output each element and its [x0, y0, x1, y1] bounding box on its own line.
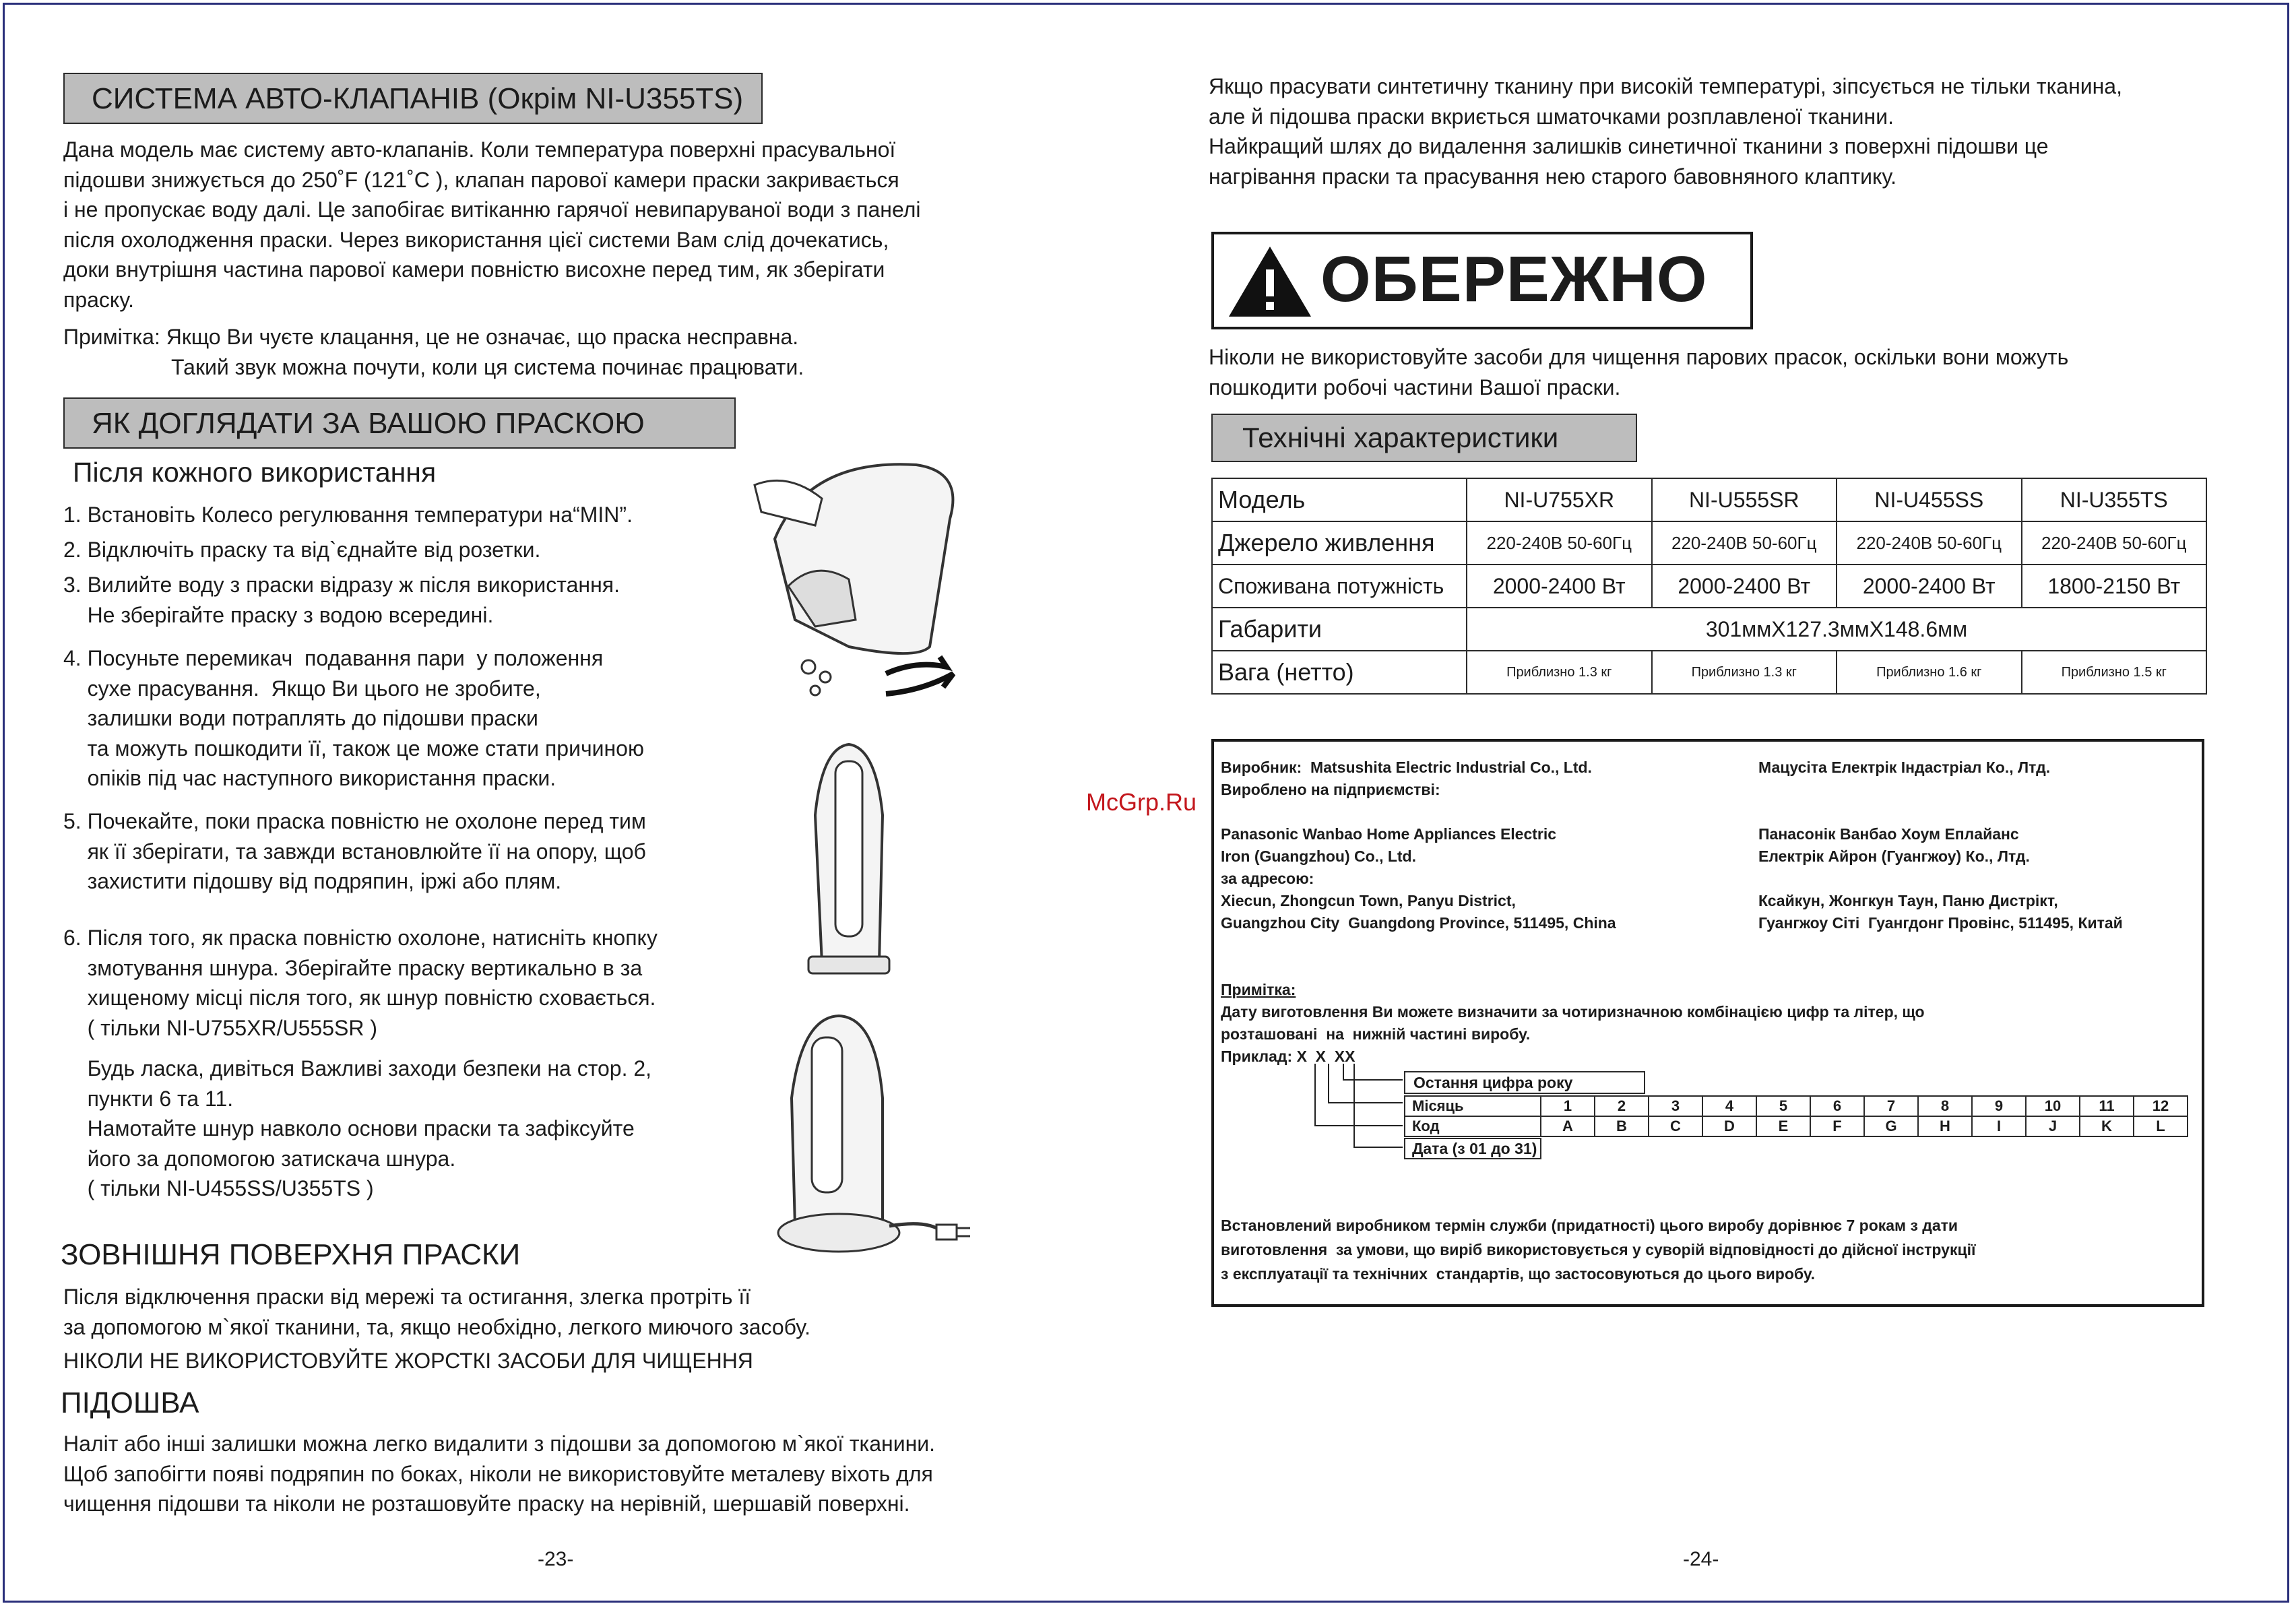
spec-label: Вага (нетто)	[1212, 651, 1467, 694]
date-note-label: Примітка:	[1221, 981, 1296, 998]
synthetic-fabric-text: Якщо прасувати синтетичну тканину при високій температурі, зіпсується не тільки тканина, але й підошва праски вкриється шматочками розплавленої тканини. Найкращий шлях до видалення залишків синетичної тканини з поверхні підошви це нагрівання праски та прасування нею старого бавовняного клаптику.	[1209, 74, 2122, 189]
table-row	[1212, 651, 2206, 694]
iron-cord-wrap-illustration	[775, 1010, 977, 1266]
month-cell: 10	[2026, 1096, 2080, 1116]
spec-power-supply: 220-240В 50-60Гц	[1467, 521, 1652, 565]
date-note-text: Дату виготовлення Ви можете визначити за чотиризначною комбінацією цифр та літер, що розташовані на нижній частині виробу.	[1221, 1003, 1925, 1043]
month-label: Місяць	[1405, 1096, 1541, 1116]
iron-emptying-illustration	[714, 445, 997, 707]
page-number-left: -23-	[538, 1548, 574, 1570]
month-cell: 7	[1864, 1096, 1918, 1116]
table-row	[1212, 478, 2206, 521]
care-step-6b: Будь ласка, дивіться Важливі заходи безпеки на стор. 2, пункти 6 та 11. Намотайте шнур навколо основи праски та зафіксуйте його за допомогою затискача шнура. ( тільки NI-U455SS/U355TS )	[87, 1056, 652, 1201]
code-label: Код	[1405, 1116, 1541, 1136]
manufacturer-box	[1211, 739, 2204, 1307]
spec-power: 1800-2150 Вт	[2022, 565, 2207, 608]
surface-text: Після відключення праски від мережі та остигання, злегка протріть її за допомогою м`якої тканини, та, якщо необхідно, легкого миючого засобу.	[63, 1285, 810, 1339]
surface-warning: НІКОЛИ НЕ ВИКОРИСТОВУЙТЕ ЖОРСТКІ ЗАСОБИ ДЛЯ ЧИЩЕННЯ	[63, 1349, 753, 1373]
table-row	[1212, 521, 2206, 565]
soleplate-text: Наліт або інші залишки можна легко видалити з підошви за допомогою м`якої тканини. Щоб запобігти появі подряпин по боках, ніколи не використовуйте металеву віхоть для чищення підошви та ніколи не розташовуйте праску на нерівній, шершавій поверхні.	[63, 1432, 936, 1516]
table-row	[1405, 1116, 2188, 1136]
code-cell: I	[1972, 1116, 2026, 1136]
date-range-label: Дата (з 01 до 31)	[1404, 1138, 1541, 1159]
care-step-6: 6. Після того, як праска повністю охолоне, натисніть кнопку змотування шнура. Зберігайте праску вертикально в за хищеному місці після того, як шнур повністю сховається. ( тільки NI-U755XR/U555SR )	[63, 926, 658, 1040]
spec-label: Габарити	[1212, 608, 1467, 651]
month-cell: 2	[1595, 1096, 1649, 1116]
caution-banner	[1211, 232, 1753, 329]
service-life-text: Встановлений виробником термін служби (придатності) цього виробу дорівнює 7 рокам з дати виготовлення за умови, що виріб використовується у суворій відповідності до дійсної інструкції з експлуатації та технічних стандартів, що застосовуються до цього виробу.	[1221, 1217, 1976, 1283]
auto-valve-text: Дана модель має систему авто-клапанів. Коли температура поверхні прасувальної підошви знижується до 250˚F (121˚C ), клапан парової камери праски закривається і не пропускає воду далі. Це запобігає витіканню гарячої невипаруваної води з панелі після охолодження праски. Через використання цієї системи Вам слід дочекатись, доки внутрішня частина парової камери повністю висохне перед тим, як зберігати праску.	[63, 137, 921, 312]
specs-table	[1211, 478, 2207, 695]
care-step-3: 3. Вилийте воду з праски відразу ж після використання. Не зберігайте праску з водою всередині.	[63, 573, 620, 627]
code-cell: D	[1702, 1116, 1756, 1136]
month-cell: 5	[1756, 1096, 1810, 1116]
table-row	[1405, 1096, 2188, 1116]
spec-model: NI-U455SS	[1837, 478, 2022, 521]
code-cell: K	[2080, 1116, 2134, 1136]
code-cell: L	[2134, 1116, 2188, 1136]
soleplate-heading: ПІДОШВА	[61, 1386, 199, 1419]
month-cell: 11	[2080, 1096, 2134, 1116]
spec-weight: Приблизно 1.6 кг	[1837, 651, 2022, 694]
care-step-4: 4. Посуньте перемикач подавання пари у положення сухе прасування. Якщо Ви цього не зробите, залишки води потраплять до підошви праски та можуть пошкодити її, також це може стати причиною опіків під час наступного використання праски.	[63, 646, 644, 791]
table-row	[1212, 608, 2206, 651]
date-code-connector	[1308, 1064, 1416, 1165]
iron-on-heel-rest-illustration	[795, 734, 903, 984]
code-cell: J	[2026, 1116, 2080, 1136]
code-cell: A	[1541, 1116, 1595, 1136]
last-digit-label: Остання цифра року	[1404, 1071, 1645, 1094]
auto-valve-note: Примітка: Якщо Ви чуєте клацання, це не означає, що праска несправна. Такий звук можна почути, коли ця система починає працювати.	[63, 325, 804, 379]
caution-text: Ніколи не використовуйте засоби для чищення парових прасок, оскільки вони можуть пошкодити робочі частини Вашої праски.	[1209, 345, 2069, 399]
month-cell: 4	[1702, 1096, 1756, 1116]
month-cell: 3	[1649, 1096, 1702, 1116]
care-heading: ЯК ДОГЛЯДАТИ ЗА ВАШОЮ ПРАСКОЮ	[63, 397, 736, 449]
caution-title: ОБЕРЕЖНО	[1320, 243, 1708, 315]
care-step-5: 5. Почекайте, поки праска повністю не охолоне перед тим як її зберігати, та завжди встановлюйте її на опору, щоб захистити підошву від подряпин, іржі або плям.	[63, 809, 646, 894]
auto-valve-heading: СИСТЕМА АВТО-КЛАПАНІВ (Окрім NI-U355TS)	[63, 73, 763, 124]
spec-power-supply: 220-240В 50-60Гц	[1837, 521, 2022, 565]
code-cell: F	[1810, 1116, 1864, 1136]
page-number-right: -24-	[1683, 1548, 1719, 1570]
table-row	[1212, 565, 2206, 608]
code-cell: B	[1595, 1116, 1649, 1136]
spec-weight: Приблизно 1.3 кг	[1467, 651, 1652, 694]
spec-power-supply: 220-240В 50-60Гц	[1652, 521, 1837, 565]
spec-label: Споживана потужність	[1212, 565, 1467, 608]
care-step-2: 2. Відключіть праску та від`єднайте від розетки.	[63, 538, 541, 562]
manufacturer-info-cyrillic: Мацусіта Електрік Індастріал Ко., Лтд. Панасонік Ванбао Хоум Еплайанс Електрік Айрон (Гуангжоу) Ко., Лтд. Ксайкун, Жонгкун Таун, Паню Дистрікт, Гуангжоу Сіті Гуангдонг Провінс, 511495, Китай	[1758, 759, 2123, 932]
month-cell: 6	[1810, 1096, 1864, 1116]
manufacturer-info-latin: Виробник: Matsushita Electric Industrial Co., Ltd. Вироблено на підприємстві: Panasonic Wanbao Home Appliances Electric Iron (Guangzhou) Co., Ltd. за адресою: Xiecun, Zhongcun Town, Panyu District, Guangzhou City Guangdong Province, 511495, China	[1221, 759, 1616, 932]
spec-weight: Приблизно 1.5 кг	[2022, 651, 2207, 694]
spec-power: 2000-2400 Вт	[1467, 565, 1652, 608]
watermark: McGrp.Ru	[1086, 788, 1197, 816]
spec-model: NI-U355TS	[2022, 478, 2207, 521]
code-cell: H	[1918, 1116, 1972, 1136]
spec-model: NI-U555SR	[1652, 478, 1837, 521]
care-subheading: Після кожного використання	[73, 457, 437, 488]
code-cell: E	[1756, 1116, 1810, 1136]
surface-heading: ЗОВНІШНЯ ПОВЕРХНЯ ПРАСКИ	[61, 1238, 521, 1271]
spec-label: Джерело живлення	[1212, 521, 1467, 565]
month-cell: 1	[1541, 1096, 1595, 1116]
spec-weight: Приблизно 1.3 кг	[1652, 651, 1837, 694]
spec-model: NI-U755XR	[1467, 478, 1652, 521]
month-cell: 12	[2134, 1096, 2188, 1116]
month-cell: 9	[1972, 1096, 2026, 1116]
spec-power-supply: 220-240В 50-60Гц	[2022, 521, 2207, 565]
code-cell: C	[1649, 1116, 1702, 1136]
date-example: Приклад: X X XX	[1221, 1048, 1356, 1065]
care-step-1: 1. Встановіть Колесо регулювання температури на“MIN”.	[63, 503, 633, 527]
code-cell: G	[1864, 1116, 1918, 1136]
spec-dimensions: 301ммX127.3ммX148.6мм	[1467, 608, 2206, 651]
specs-heading: Технічні характеристики	[1211, 414, 1637, 462]
spec-power: 2000-2400 Вт	[1837, 565, 2022, 608]
spec-power: 2000-2400 Вт	[1652, 565, 1837, 608]
spec-label: Модель	[1212, 478, 1467, 521]
month-code-table	[1404, 1095, 2188, 1137]
warning-triangle-icon	[1226, 244, 1314, 319]
month-cell: 8	[1918, 1096, 1972, 1116]
